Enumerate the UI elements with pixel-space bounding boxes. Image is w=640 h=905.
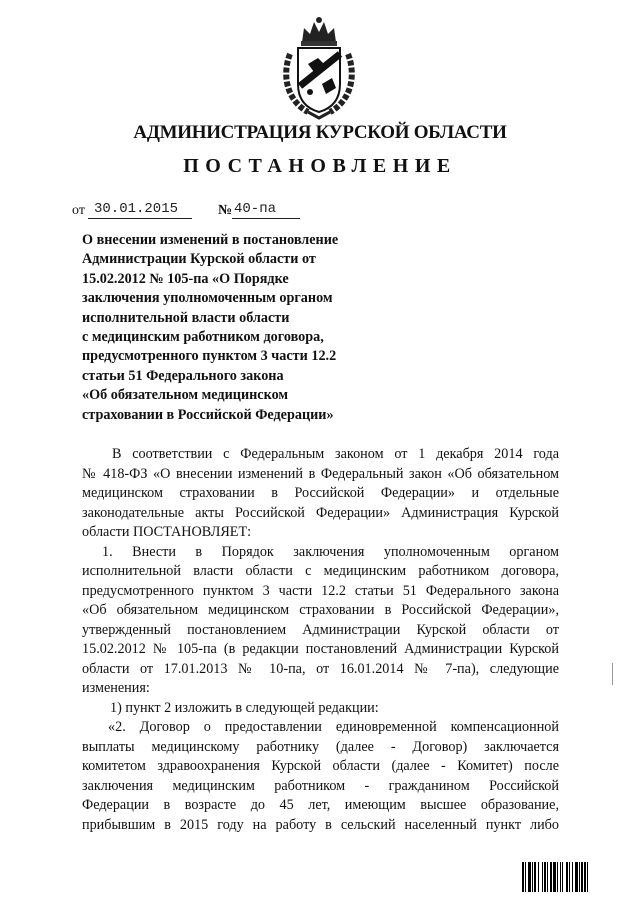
subject-line: исполнительной власти области (82, 309, 290, 326)
body-line: выплаты медицинскому работнику (далее - Договор) заключается (82, 738, 559, 755)
body-line: 1) пункт 2 изложить в следующей редакции: (110, 699, 379, 716)
body-line: 15.02.2012 № 105-па (в редакции постановлений Администрации Курской (82, 641, 559, 657)
subject-line: «Об обязательном медицинском (82, 387, 289, 404)
body-line: медицинском страховании в Российской Федерации» и отдельные (82, 485, 559, 501)
body-line: комитетом здравоохранения Курской области (далее - Комитет) после (82, 758, 559, 774)
barcode-bar (584, 862, 586, 892)
body-line: области от 17.01.2013 № 10-па, от 16.01.2014 № 7-па), следующие (82, 660, 559, 677)
subject-line: 15.02.2012 № 105-па «О Порядке (82, 270, 289, 287)
barcode-bar (587, 862, 588, 892)
barcode-bar (528, 862, 531, 892)
barcode-bar (575, 862, 578, 892)
registration-line (72, 201, 432, 221)
subject-line: предусмотренного пунктом 3 части 12.2 (82, 348, 337, 365)
subject-line: страховании в Российской Федерации» (82, 406, 334, 423)
barcode-bar (550, 862, 552, 892)
barcode-bar (532, 862, 533, 892)
document-body (82, 445, 559, 835)
date-prefix-label: от (72, 203, 85, 218)
barcode-bar (544, 862, 546, 892)
body-line: утвержденный постановлением Администрации Курской области от (82, 621, 559, 638)
barcode-bar (569, 862, 570, 892)
barcode-bar (553, 862, 556, 892)
body-line: предусмотренного пунктом 3 части 12.2 статьи 51 Федерального закона (82, 582, 559, 599)
number-prefix-label: № (218, 203, 233, 218)
margin-mark (612, 663, 613, 685)
barcode-bar (572, 862, 573, 892)
barcode-bar (557, 862, 558, 892)
body-line: прибывшим в 2015 году на работу в сельский населенный пункт либо (82, 816, 559, 833)
barcode-bar (525, 862, 526, 892)
document-date: 30.01.2015 (94, 201, 179, 217)
barcode-bar (566, 862, 568, 892)
barcode-bar (534, 862, 536, 892)
barcode-bar (542, 862, 543, 892)
subject-line: с медицинским работником договора, (82, 329, 324, 346)
body-line: 1. Внести в Порядок заключения уполномоченным органом (102, 543, 559, 560)
coat-of-arms-emblem (274, 14, 364, 124)
barcode-bar (562, 862, 563, 892)
body-line: заключения медицинским работником - гражданином Российской (82, 777, 559, 794)
barcode-bar (547, 862, 548, 892)
body-line: области ПОСТАНОВЛЯЕТ: (82, 524, 252, 540)
document-subject (82, 231, 382, 425)
barcode-bar (579, 862, 580, 892)
barcode (522, 862, 612, 892)
document-type-title: ПОСТАНОВЛЕНИЕ (183, 155, 457, 177)
body-line: исполнительной власти области с медицинским работником договора, (82, 563, 559, 579)
body-line: Федерации в возрасте до 45 лет, имеющим высшее образование, (82, 797, 559, 813)
barcode-bar (522, 862, 524, 892)
body-line: изменения: (82, 680, 150, 696)
organization-name: АДМИНИСТРАЦИЯ КУРСКОЙ ОБЛАСТИ (133, 122, 507, 143)
body-line: «Об обязательном медицинском страховании в Российской Федерации», (82, 602, 559, 618)
body-line: законодательные акты Российской Федерации» Администрация Курской (82, 504, 559, 521)
barcode-bar (581, 862, 583, 892)
barcode-bar (560, 862, 561, 892)
number-underline (232, 218, 300, 219)
body-line: В соответствии с Федеральным законом от 1 декабря 2014 года (112, 446, 559, 462)
subject-line: статьи 51 Федерального закона (82, 367, 284, 384)
subject-line: заключения уполномоченным органом (82, 290, 333, 307)
subject-line: Администрации Курской области от (82, 251, 316, 268)
subject-line: О внесении изменений в постановление (82, 232, 339, 248)
document-number: 40-па (234, 201, 277, 217)
body-line: «2. Договор о предоставлении единовременной компенсационной (108, 719, 559, 735)
barcode-bar (538, 862, 539, 892)
body-line: № 418-ФЗ «О внесении изменений в Федеральный закон «Об обязательном (82, 465, 559, 482)
date-underline (88, 218, 192, 219)
